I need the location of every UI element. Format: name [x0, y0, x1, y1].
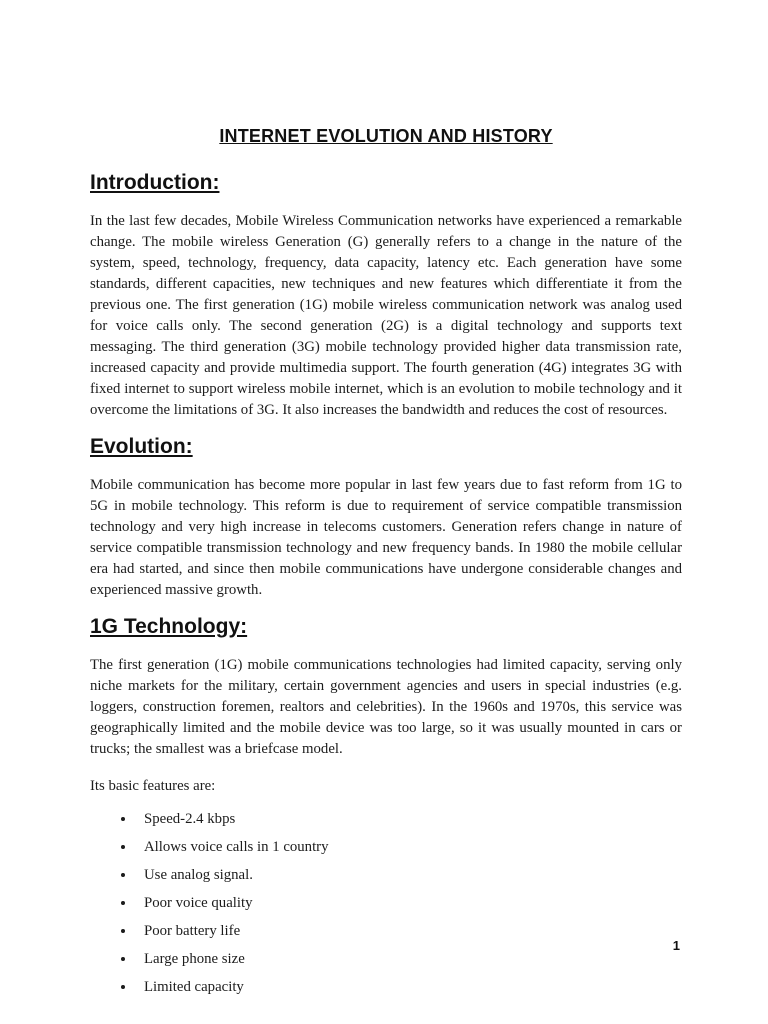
section-heading-1g-technology: 1G Technology: [90, 615, 248, 638]
section-1g-technology [90, 615, 682, 998]
section-heading-introduction: Introduction: [90, 171, 220, 194]
bullet-item: • Speed-2.4 kbps [136, 809, 682, 830]
paragraph-1g-technology: The first generation (1G) mobile communications technologies had limited capacity, serving only niche markets for the military, certain government agencies and users in special industries (e.g. loggers, construction foremen, realtors and celebrities). In the 1960s and 1970s, this service was geographically limited and the mobile device was too large, so it was usually mounted in cars or trucks; the smallest was a briefcase model. [90, 657, 682, 757]
bullet-item: • Use analog signal. [136, 865, 682, 886]
document-title: INTERNET EVOLUTION AND HISTORY [219, 126, 553, 146]
page-number: 1 [672, 938, 680, 953]
section-introduction [90, 171, 682, 421]
bullet-item: • Poor voice quality [136, 893, 682, 914]
section-evolution [90, 435, 682, 601]
bullet-item: • Allows voice calls in 1 country [136, 837, 682, 858]
features-lead-in: Its basic features are: [90, 778, 216, 794]
paragraph-evolution: Mobile communication has become more popular in last few years due to fast reform from 1G to 5G in mobile technology. This reform is due to requirement of service compatible transmission technology and very high increase in telecoms customers. Generation refers change in nature of service compatible transmission technology and new frequency bands. In 1980 the mobile cellular era had started, and since then mobile communications have undergone considerable changes and experienced massive growth. [90, 477, 682, 598]
bullet-item: • Poor battery life [136, 921, 682, 942]
bullet-item: • Large phone size [136, 949, 682, 970]
section-heading-evolution: Evolution: [90, 435, 193, 458]
feature-list [136, 809, 682, 998]
paragraph-introduction: In the last few decades, Mobile Wireless Communication networks have experienced a remarkable change. The mobile wireless Generation (G) generally refers to a change in the nature of the system, speed, technology, frequency, data capacity, latency etc. Each generation have some standards, different capacities, new techniques and new features which differentiate it from the previous one. The first generation (1G) mobile wireless communication network was analog used for voice calls only. The second generation (2G) is a digital technology and supports text messaging. The third generation (3G) mobile technology provided higher data transmission rate, increased capacity and provide multimedia support. The fourth generation (4G) integrates 3G with fixed internet to support wireless mobile internet, which is an evolution to mobile technology and it overcome the limitations of 3G. It also increases the bandwidth and reduces the cost of resources. [90, 213, 682, 418]
bullet-item: • Limited capacity [136, 977, 682, 998]
